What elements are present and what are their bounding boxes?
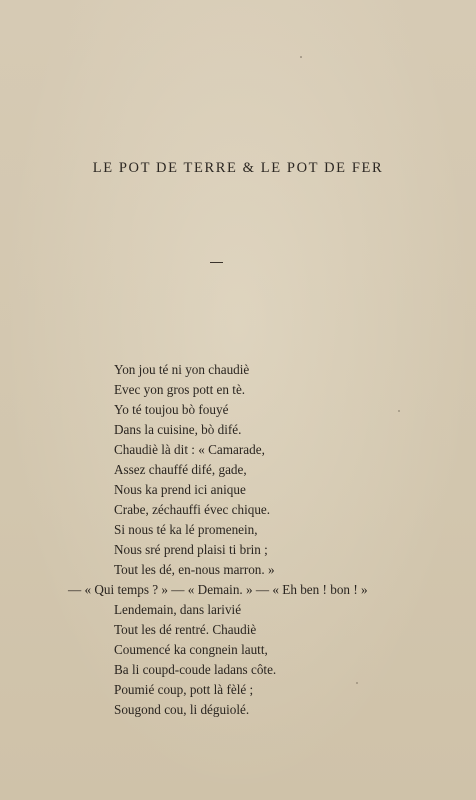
poem-line: Chaudiè là dit : « Camarade, xyxy=(114,442,265,457)
poem-title: LE POT DE TERRE & LE POT DE FER xyxy=(92,160,384,176)
poem-line: Dans la cuisine, bò difé. xyxy=(114,422,242,437)
poem-line: Tout les dé, en-nous marron. » xyxy=(114,562,275,577)
poem-line: Nous sré prend plaisi ti brin ; xyxy=(114,542,268,557)
poem-line: Evec yon gros pott en tè. xyxy=(114,382,246,397)
paper-speck xyxy=(300,56,302,58)
poem-line: Yo té toujou bò fouyé xyxy=(114,402,229,417)
poem-line: Crabe, zéchauffi évec chique. xyxy=(114,502,271,517)
poem-line: Sougond cou, li déguiolé. xyxy=(114,702,250,717)
paper-speck xyxy=(398,410,400,412)
poem-line: Tout les dé rentré. Chaudiè xyxy=(114,622,257,637)
poem-line: — « Qui temps ? » — « Demain. » — « Eh ben ! bon ! » xyxy=(68,582,368,597)
poem-line: Poumié coup, pott là fèlé ; xyxy=(114,682,254,697)
poem-line: Coumencé ka congnein lautt, xyxy=(114,642,268,657)
title-separator-rule xyxy=(210,262,223,263)
poem-line: Nous ka prend ici anique xyxy=(114,482,246,497)
paper-speck xyxy=(356,682,358,684)
poem-line: Yon jou té ni yon chaudiè xyxy=(114,362,250,377)
poem-line: Lendemain, dans larivié xyxy=(114,602,242,617)
poem-line: Ba li coupd-coude ladans côte. xyxy=(114,662,277,677)
poem-line: Si nous té ka lé promenein, xyxy=(114,522,258,537)
poem-line: Assez chauffé difé, gade, xyxy=(114,462,247,477)
